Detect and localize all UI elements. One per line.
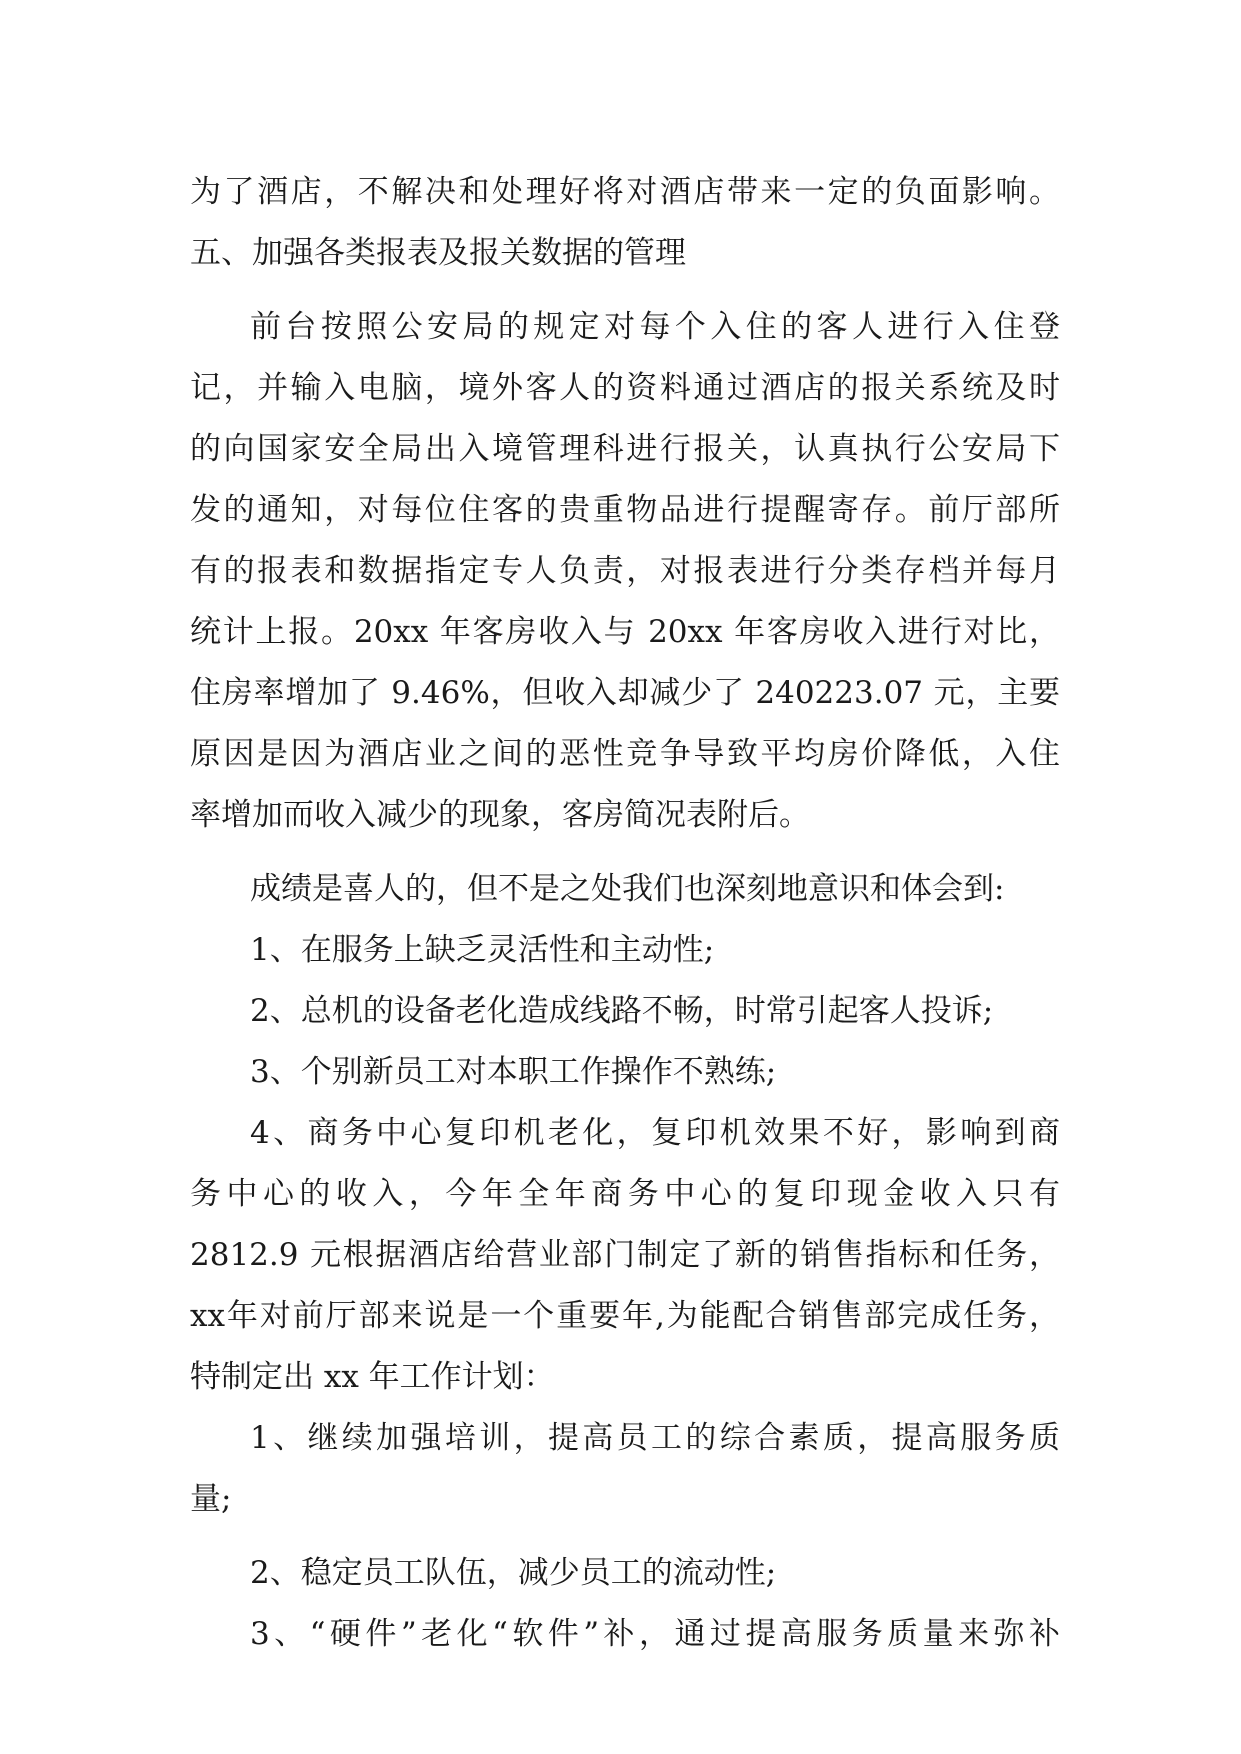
text-line: xx年对前厅部来说是一个重要年,为能配合销售部完成任务， [190, 1298, 1060, 1334]
text-line: 为了酒店，不解决和处理好将对酒店带来一定的负面影响。 [190, 174, 1060, 210]
list-item: 1、继续加强培训，提高员工的综合素质，提高服务质 [250, 1420, 1060, 1456]
text-line: 的向国家安全局出入境管理科进行报关，认真执行公安局下 [190, 431, 1060, 467]
section-heading: 五、加强各类报表及报关数据的管理 [190, 235, 686, 271]
list-item: 1、在服务上缺乏灵活性和主动性; [250, 932, 715, 968]
text-line: 统计上报。20xx 年客房收入与 20xx 年客房收入进行对比， [190, 614, 1060, 650]
text-line: 发的通知，对每位住客的贵重物品进行提醒寄存。前厅部所 [190, 492, 1060, 528]
list-item: 2、总机的设备老化造成线路不畅，时常引起客人投诉; [250, 993, 994, 1029]
document-body [190, 162, 1060, 1665]
text-line: 量; [190, 1481, 232, 1517]
list-item: 2、稳定员工队伍，减少员工的流动性; [250, 1555, 777, 1591]
list-item: 3、个别新员工对本职工作操作不熟练; [250, 1054, 777, 1090]
text-line: 成绩是喜人的，但不是之处我们也深刻地意识和体会到: [250, 871, 1005, 907]
text-line: 率增加而收入减少的现象，客房简况表附后。 [190, 797, 810, 833]
list-item: 4、商务中心复印机老化，复印机效果不好，影响到商 [250, 1115, 1060, 1151]
text-line: 原因是因为酒店业之间的恶性竞争导致平均房价降低，入住 [190, 736, 1060, 772]
text-line: 记，并输入电脑，境外客人的资料通过酒店的报关系统及时 [190, 370, 1060, 406]
list-item: 3、“硬件”老化“软件”补，通过提高服务质量来弥补 [250, 1616, 1060, 1652]
text-line: 务中心的收入，今年全年商务中心的复印现金收入只有 [190, 1176, 1060, 1212]
text-line: 住房率增加了 9.46%，但收入却减少了 240223.07 元，主要 [190, 675, 1060, 711]
text-line: 有的报表和数据指定专人负责，对报表进行分类存档并每月 [190, 553, 1060, 589]
text-line: 前台按照公安局的规定对每个入住的客人进行入住登 [250, 309, 1060, 345]
text-line: 2812.9 元根据酒店给营业部门制定了新的销售指标和任务， [190, 1237, 1060, 1273]
text-line: 特制定出 xx 年工作计划： [190, 1359, 555, 1395]
